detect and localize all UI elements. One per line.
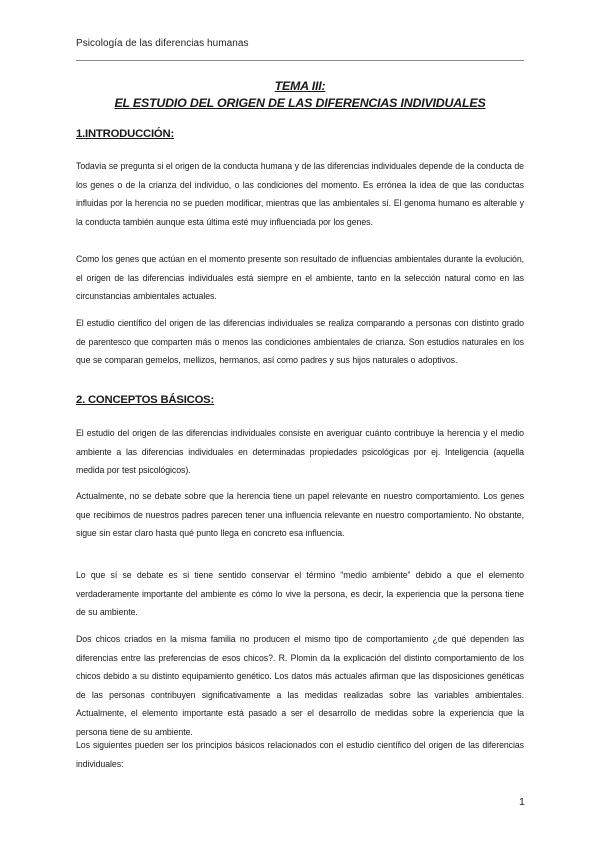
paragraph: El estudio científico del origen de las diferencias individuales se realiza comparando a personas con distinto grado de parentesco que comparten más o menos las condiciones ambientales de crianza. Son estudios naturales en los que se comparan gemelos, mellizos, hermanos, así como padres y sus hijos naturales o adoptivos.	[76, 318, 524, 366]
paragraph: Los siguientes pueden ser los principios básicos relacionados con el estudio científico del origen de las diferencias individuales:	[76, 740, 524, 769]
chapter-title	[76, 78, 524, 112]
section-heading-conceptos: 2. CONCEPTOS BÁSICOS:	[76, 394, 215, 406]
paragraph: Todavía se pregunta si el origen de la conducta humana y de las diferencias individuales depende de la conducta de los genes o de la crianza del individuo, o las condiciones del momento. Es errónea la idea de que las conductas influidas por la herencia no se pueden modificar, mientras que las ambientales sí. El genoma humano es alterable y la conducta también aunque esta última esté muy influenciada por los genes.	[76, 161, 524, 227]
paragraph: Dos chicos criados en la misma familia no producen el mismo tipo de comportamiento ¿de qué dependen las diferencias entre las preferencias de esos chicos?. R. Plomin da la explicación del distinto comportamiento de los chicos debido a su distinto equipamiento genético. Los datos más actuales afirman que las disposiciones genéticas de las personas contribuyen significativamente a las medidas realizadas sobre las variables ambientales. Actualmente, el elemento importante está pasado a ser el desarrollo de medidas sobre la experiencia que la persona tiene de su ambiente.	[76, 634, 524, 737]
paragraph: Lo que sí se debate es si tiene sentido conservar el término “medio ambiente” debido a que el elemento verdaderamente importante del ambiente es cómo lo vive la persona, es decir, la experiencia que la persona tiene de su ambiente.	[76, 570, 524, 618]
page-number: 1	[519, 796, 525, 808]
running-header: Psicología de las diferencias humanas	[76, 38, 249, 49]
paragraph: Actualmente, no se debate sobre que la herencia tiene un papel relevante en nuestro comportamiento. Los genes que recibimos de nuestros padres parecen tener una influencia relevante en nuestro comportamiento. No obstante, sigue sin estar claro hasta qué punto llega en concreto esa influencia.	[76, 491, 524, 539]
chapter-name: EL ESTUDIO DEL ORIGEN DE LAS DIFERENCIAS INDIVIDUALES	[114, 96, 486, 110]
chapter-number: TEMA III:	[274, 79, 326, 93]
section-heading-introduccion: 1.INTRODUCCIÓN:	[76, 128, 175, 140]
header-divider	[76, 60, 524, 61]
paragraph: Como los genes que actúan en el momento presente son resultado de influencias ambientales durante la evolución, el origen de las diferencias individuales está siempre en el ambiente, tanto en la selección natural como en las circunstancias ambientales actuales.	[76, 254, 524, 302]
paragraph: El estudio del origen de las diferencias individuales consiste en averiguar cuánto contribuye la herencia y el medio ambiente a las diferencias individuales en determinadas propiedades psicológicas por ej. Inteligencia (aquella medida por test psicológicos).	[76, 428, 524, 476]
